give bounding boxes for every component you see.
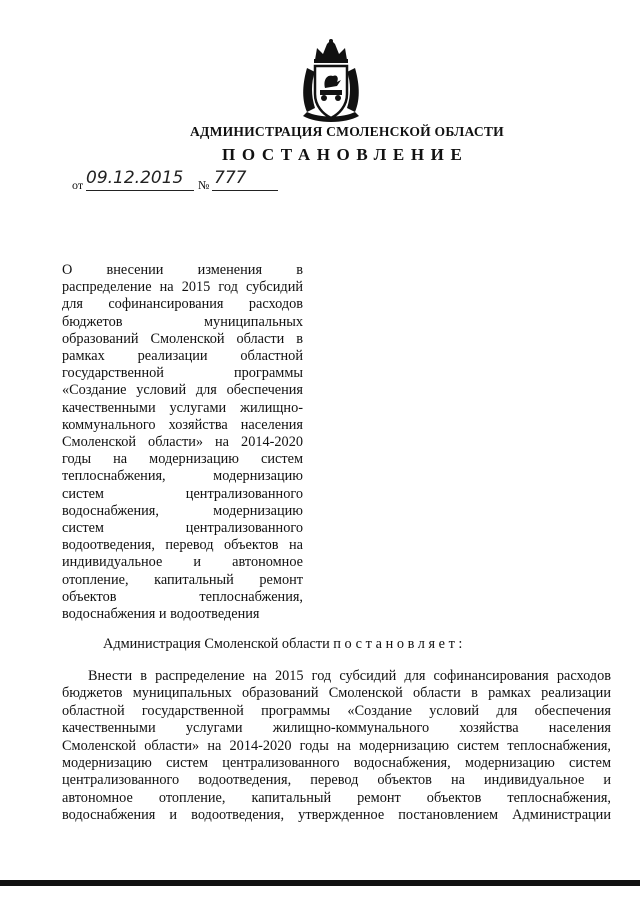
body-line: модернизацию систем централизованного водоснабжения, модернизацию систем [62,755,611,772]
subject-line: объектов теплоснабжения, [62,588,303,605]
subject-line: «Создание условий для обеспечения [62,382,303,399]
decree-verb: постановляет: [333,636,467,652]
subject-line: рамках реализации областной [62,348,303,365]
document-subject [62,262,303,623]
date-number-line [72,168,292,192]
number-label: № [198,178,210,192]
subject-line: Смоленской области» на 2014-2020 [62,434,303,451]
subject-line: водоснабжения, модернизацию [62,502,303,519]
subject-line: бюджетов муниципальных [62,313,303,330]
body-line: водоснабжения и водоотведения, утвержденное постановлением Администрации [62,807,611,824]
subject-line: коммунального хозяйства населения [62,416,303,433]
subject-line: водоснабжения и водоотведения [62,606,260,623]
subject-line: систем централизованного [62,520,303,537]
subject-line: теплоснабжения, модернизацию [62,468,303,485]
body-line: Внести в распределение на 2015 год субсидий для софинансирования расходов [88,668,611,684]
body-line: Смоленской области» на 2014-2020 годы на модернизацию систем теплоснабжения, [62,737,611,754]
subject-line: образований Смоленской области в [62,330,303,347]
subject-line: качественными услугами жилищно- [62,399,303,416]
body-line: бюджетов муниципальных образований Смоленской области в рамках реализации [62,685,611,702]
body-line: областной государственной программы «Создание условий для обеспечения [62,702,611,719]
smolensk-coat-of-arms-icon [293,38,369,124]
subject-line: для софинансирования расходов [62,296,303,313]
decree-prefix: Администрация Смоленской области [103,636,330,652]
scan-bottom-edge [0,880,640,886]
document-body [62,668,611,825]
subject-line: распределение на 2015 год субсидий [62,279,303,296]
subject-line: годы на модернизацию систем [62,451,303,468]
handwritten-date: 09.12.2015 [86,168,184,188]
subject-line: индивидуальное и автономное [62,554,303,571]
number-underline [212,190,278,191]
handwritten-number: 777 [214,168,247,188]
organization-title: АДМИНИСТРАЦИЯ СМОЛЕНСКОЙ ОБЛАСТИ [190,124,504,139]
body-line: качественными услугами жилищно-коммунального хозяйства населения [62,720,611,737]
subject-line: О внесении изменения в [62,262,303,278]
date-underline [86,190,194,191]
subject-line: государственной программы [62,365,303,382]
date-label: от [72,178,84,192]
document-type-title: ПОСТАНОВЛЕНИЕ [222,145,469,164]
body-line: централизованного водоотведения, перевод объектов на индивидуальное и [62,772,611,789]
decree-statement [103,636,466,653]
subject-line: водоотведения, перевод объектов на [62,537,303,554]
subject-line: отопление, капитальный ремонт [62,571,303,588]
body-line: автономное отопление, капитальный ремонт объектов теплоснабжения, [62,789,611,806]
subject-line: систем централизованного [62,485,303,502]
